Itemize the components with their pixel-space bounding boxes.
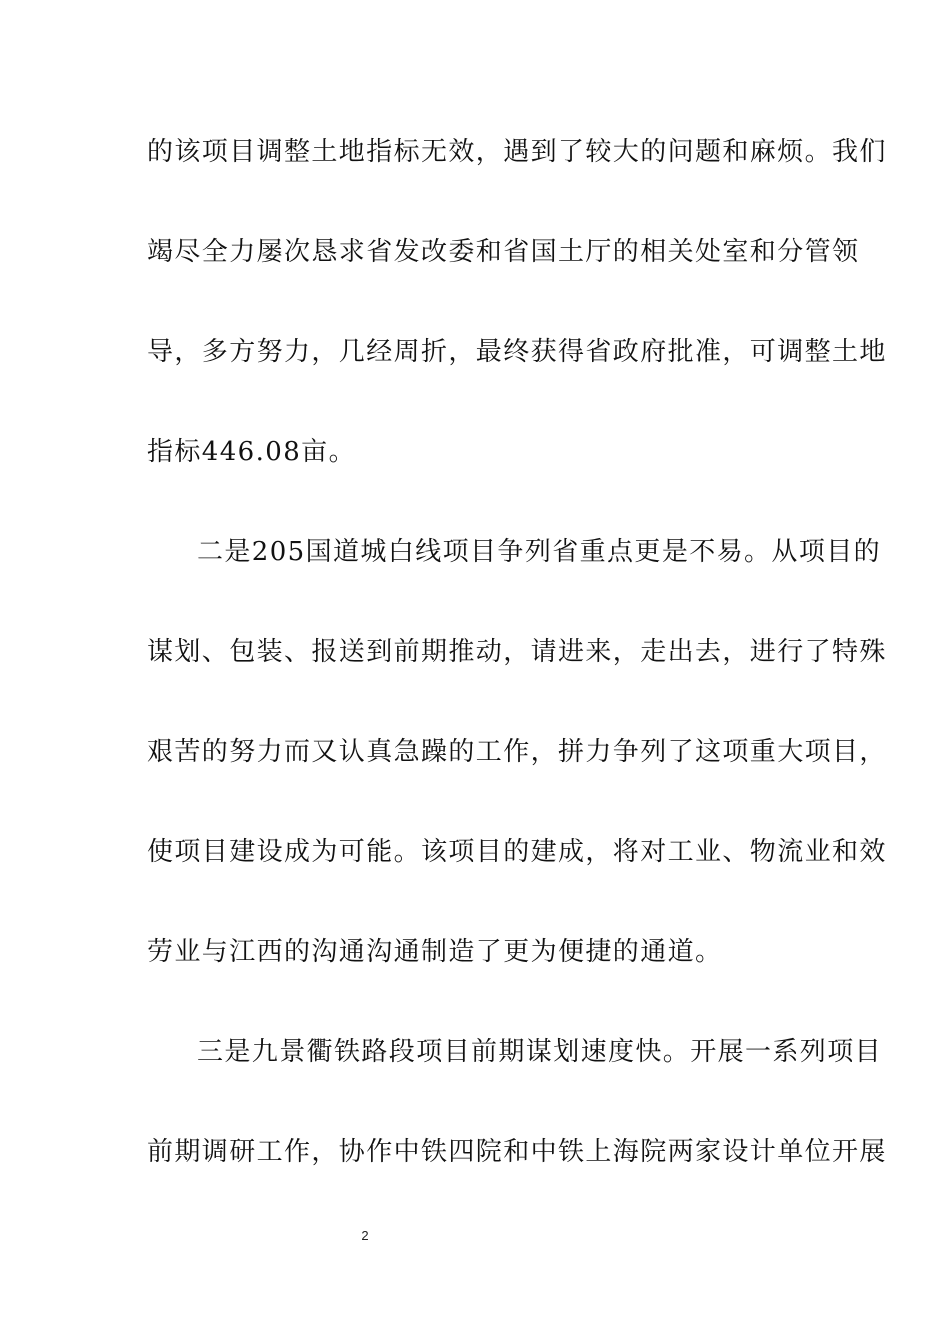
text-line: 竭尽全力屡次恳求省发改委和省国土厅的相关处室和分管领: [147, 237, 860, 267]
paragraph-first-line: 二是205国道城白线项目争列省重点更是不易。从项目的: [197, 537, 882, 567]
text-line: 使项目建设成为可能。该项目的建成，将对工业、物流业和效: [147, 837, 887, 867]
text-line: 谋划、包装、报送到前期推动，请进来，走出去，进行了特殊: [147, 637, 887, 667]
text-line: 前期调研工作，协作中铁四院和中铁上海院两家设计单位开展: [147, 1137, 887, 1167]
page-number: 2: [361, 1228, 369, 1243]
text-line: 的该项目调整土地指标无效，遇到了较大的问题和麻烦。我们: [147, 137, 887, 167]
text-line: 导，多方努力，几经周折，最终获得省政府批准，可调整土地: [147, 337, 887, 367]
text-line: 艰苦的努力而又认真急躁的工作，拼力争列了这项重大项目，: [147, 737, 887, 767]
text-line: 劳业与江西的沟通沟通制造了更为便捷的通道。: [147, 937, 723, 967]
text-line: 指标446.08亩。: [147, 437, 356, 467]
paragraph-first-line: 三是九景衢铁路段项目前期谋划速度快。开展一系列项目: [197, 1037, 883, 1067]
